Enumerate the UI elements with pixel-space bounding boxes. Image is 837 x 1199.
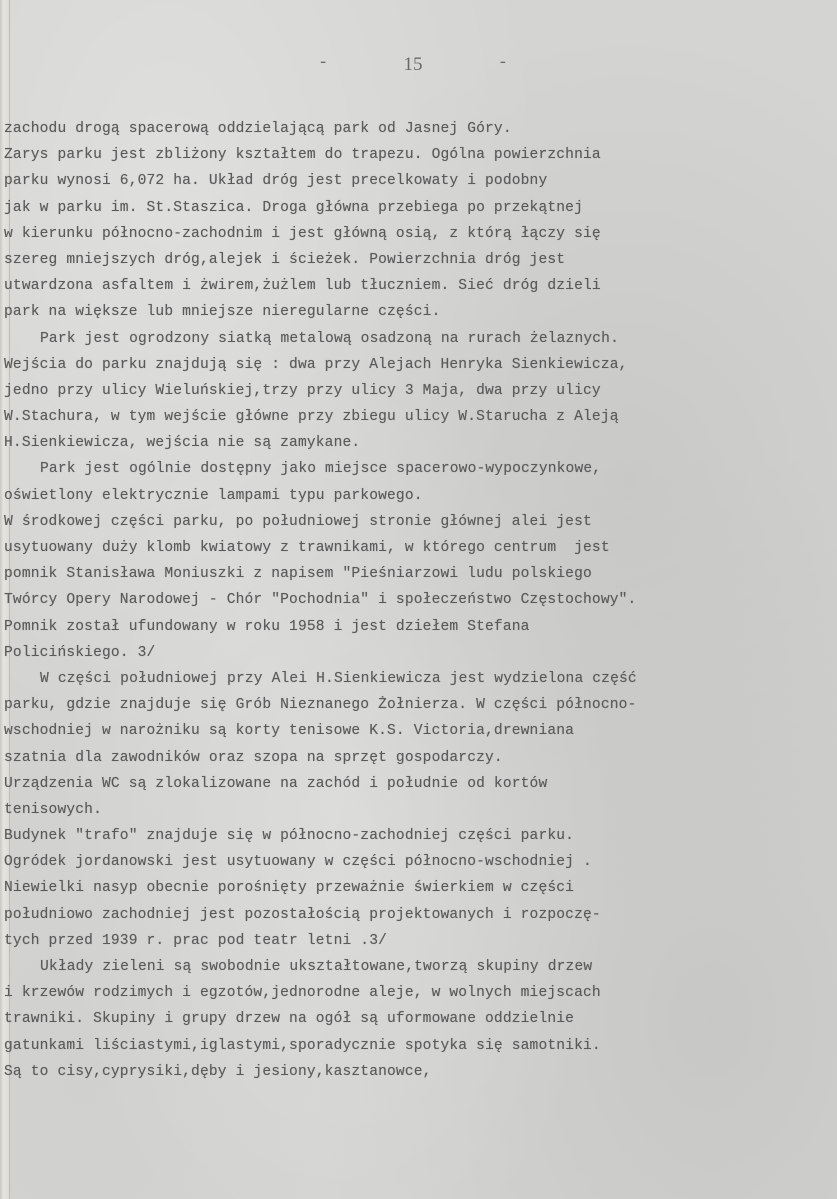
typewritten-body-text: [4, 116, 824, 1085]
text-line: południowo zachodniej jest pozostałością projektowanych i rozpoczę-: [4, 906, 601, 923]
text-line: Są to cisy,cyprysiki,dęby i jesiony,kasztanowce,: [4, 1063, 432, 1080]
text-line: Twórcy Opery Narodowej - Chór "Pochodnia" i społeczeństwo Częstochowy".: [4, 592, 637, 609]
text-line: szereg mniejszych dróg,alejek i ścieżek. Powierzchnia dróg jest: [4, 251, 566, 268]
text-line: gatunkami liściastymi,iglastymi,sporadycznie spotyka się samotniki.: [4, 1037, 601, 1054]
page-number: [318, 54, 508, 76]
text-line: W.Stachura, w tym wejście główne przy zbiegu ulicy W.Starucha z Aleją: [4, 409, 619, 426]
text-line: Układy zieleni są swobodnie ukształtowane,tworzą skupiny drzew: [40, 959, 593, 975]
text-line: Park jest ogólnie dostępny jako miejsce spacerowo-wypoczynkowe,: [40, 461, 602, 478]
text-line: Wejścia do parku znajdują się : dwa przy Alejach Henryka Sienkiewicza,: [4, 356, 628, 373]
text-line: w kierunku północno-zachodnim i jest główną osią, z którą łączy się: [4, 225, 601, 242]
text-line: pomnik Stanisława Moniuszki z napisem "Pieśniarzowi ludu polskiego: [4, 566, 592, 583]
text-line: Niewielki nasyp obecnie porośnięty przeważnie świerkiem w części: [4, 880, 575, 897]
text-line: parku wynosi 6,072 ha. Układ dróg jest precelkowaty i podobny: [4, 173, 548, 190]
text-line: utwardzona asfaltem i żwirem,żużlem lub tłuczniem. Sieć dróg dzieli: [4, 278, 601, 295]
text-line: wschodniej w narożniku są korty tenisowe K.S. Victoria,drewniana: [4, 723, 575, 740]
text-line: W środkowej części parku, po południowej stronie głównej alei jest: [4, 513, 592, 530]
text-line: H.Sienkiewicza, wejścia nie są zamykane.: [4, 435, 361, 452]
text-line: parku, gdzie znajduje się Grób Nieznanego Żołnierza. W części północno-: [4, 697, 637, 714]
text-line: zachodu drogą spacerową oddzielającą park od Jasnej Góry.: [4, 121, 512, 137]
text-line: W części południowej przy Alei H.Sienkiewicza jest wydzielona część: [40, 670, 637, 687]
page-number-value: 15: [403, 54, 423, 75]
text-line: Budynek "trafo" znajduje się w północno-zachodniej części parku.: [4, 828, 575, 845]
text-line: trawniki. Skupiny i grupy drzew na ogół są uformowane oddzielnie: [4, 1011, 575, 1028]
text-line: oświetlony elektrycznie lampami typu parkowego.: [4, 487, 423, 504]
text-line: szatnia dla zawodników oraz szopa na sprzęt gospodarczy.: [4, 749, 503, 766]
text-line: park na większe lub mniejsze nieregularne części.: [4, 304, 441, 321]
text-line: Urządzenia WC są zlokalizowane na zachód i południe od kortów: [4, 775, 548, 792]
text-line: jak w parku im. St.Staszica. Droga główna przebiega po przekątnej: [4, 199, 583, 216]
text-line: Ogródek jordanowski jest usytuowany w części północno-wschodniej .: [4, 854, 592, 871]
page-number-dash-left: -: [318, 54, 329, 73]
text-line: Zarys parku jest zbliżony kształtem do trapezu. Ogólna powierzchnia: [4, 147, 601, 164]
text-line: Policińskiego. 3/: [4, 644, 156, 661]
text-line: jedno przy ulicy Wieluńskiej,trzy przy ulicy 3 Maja, dwa przy ulicy: [4, 382, 601, 399]
text-line: Pomnik został ufundowany w roku 1958 i jest dziełem Stefana: [4, 618, 530, 635]
text-line: i krzewów rodzimych i egzotów,jednorodne aleje, w wolnych miejscach: [4, 985, 601, 1002]
page-number-dash-right: -: [497, 54, 508, 73]
text-line: usytuowany duży klomb kwiatowy z trawnikami, w którego centrum jest: [4, 540, 610, 556]
text-line: tenisowych.: [4, 801, 102, 818]
text-line: Park jest ogrodzony siatką metalową osadzoną na rurach żelaznych.: [40, 330, 619, 347]
text-line: tych przed 1939 r. prac pod teatr letni .3/: [4, 932, 388, 949]
